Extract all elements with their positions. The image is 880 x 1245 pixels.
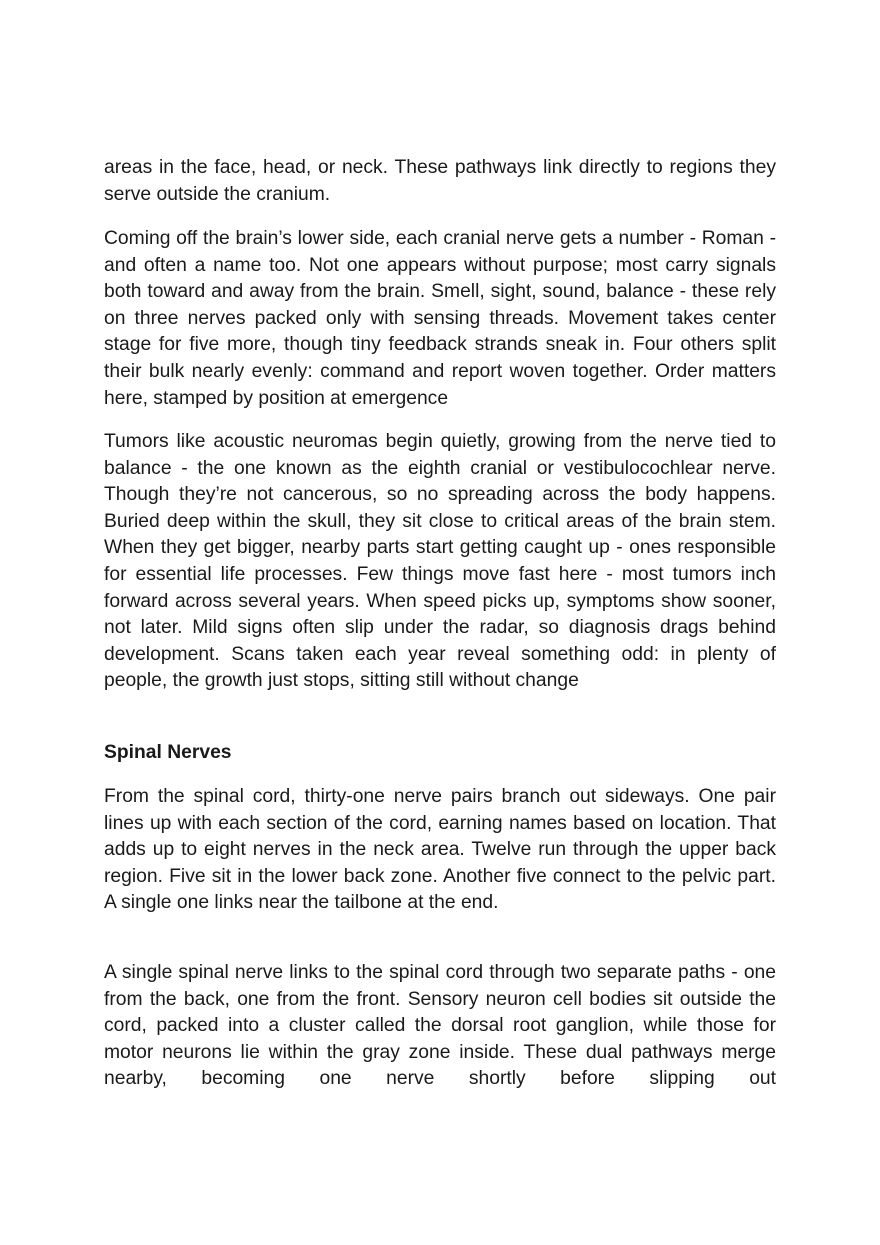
paragraph-cranial-nerve-numbering: Coming off the brain’s lower side, each cranial nerve gets a number - Roman - and often a name too. Not one appears without purpose; most carry signals both toward and away from the brain. Smell, sight, sound, balance - these rely on three nerves packed only with sensing threads. Movement takes center stage for five more, though tiny feedback strands sneak in. Four others split their bulk nearly evenly: command and report woven together. Order matters here, stamped by position at emergence <box>104 228 776 409</box>
section-heading-spinal-nerves: Spinal Nerves <box>104 742 232 763</box>
paragraph-spinal-nerve-roots: A single spinal nerve links to the spinal cord through two separate paths - one from the back, one from the front. Sensory neuron cell bodies sit outside the cord, packed into a cluster called the dorsal root ganglion, while those for motor neurons lie within the gray zone inside. These dual pathways merge nearby, becoming one nerve shortly before slipping out <box>104 962 776 1090</box>
paragraph-acoustic-neuromas: Tumors like acoustic neuromas begin quietly, growing from the nerve tied to balance - the one known as the eighth cranial or vestibulocochlear nerve. Though they’re not cancerous, so no spreading across the body happens. Buried deep within the skull, they sit close to critical areas of the brain stem. When they get bigger, nearby parts start getting caught up - ones responsible for essential life processes. Few things move fast here - most tumors inch forward across several years. When speed picks up, symptoms show sooner, not later. Mild signs often slip under the radar, so diagnosis drags behind development. Scans taken each year reveal something odd: in plenty of people, the growth just stops, sitting still without change <box>104 431 776 692</box>
paragraph-spinal-nerve-pairs: From the spinal cord, thirty-one nerve pairs branch out sideways. One pair lines up with each section of the cord, earning names based on location. That adds up to eight nerves in the neck area. Twelve run through the upper back region. Five sit in the lower back zone. Another five connect to the pelvic part. A single one links near the tailbone at the end. <box>104 786 776 914</box>
paragraph-cranial-nerve-regions: areas in the face, head, or neck. These pathways link directly to regions they serve outside the cranium. <box>104 157 776 205</box>
